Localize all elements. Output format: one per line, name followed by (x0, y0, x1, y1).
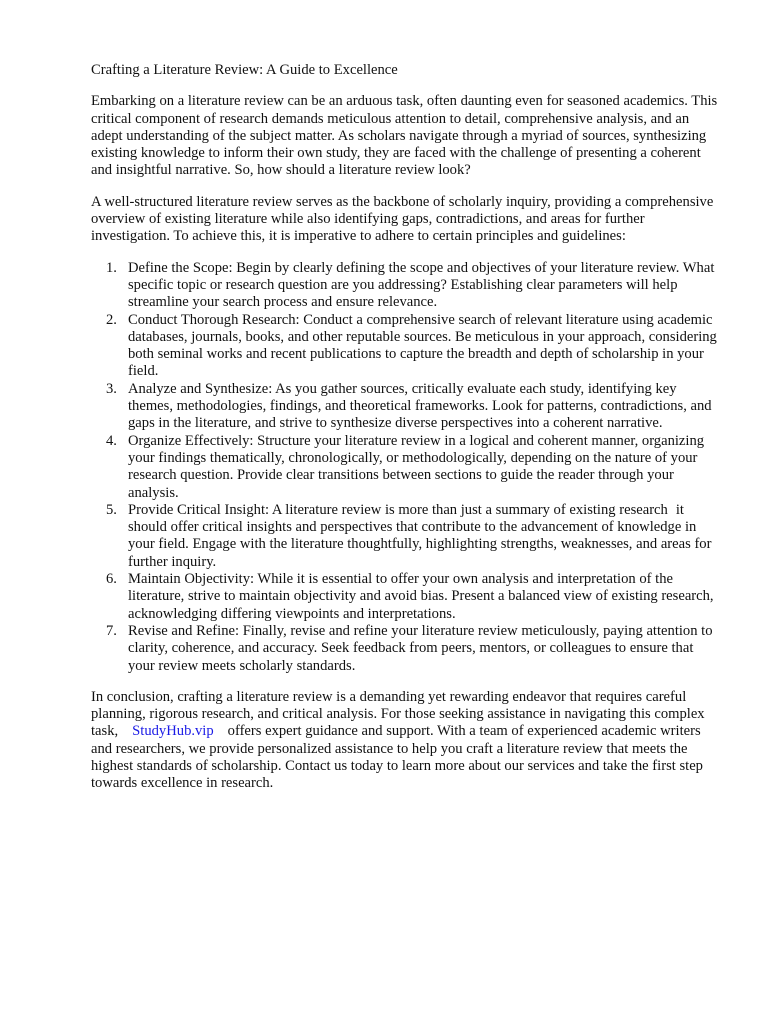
lead-paragraph: A well-structured literature review serves as the backbone of scholarly inquiry, providing a comprehensive overview of existing literature while also identifying gaps, contradictions, and areas for further investigation. To achieve this, it is imperative to adhere to certain principles and guidelines: (91, 193, 714, 245)
conclusion-text-after: offers expert guidance and support. With a team of experienced academic writers and researchers, we provide personalized assistance to help you craft a literature review that meets the highest standards of scholarship. Contact us today to learn more about our services and take the first step towards excellence in research. (91, 723, 703, 792)
list-number: 7. (106, 622, 117, 639)
conclusion-paragraph (91, 689, 721, 793)
list-item (106, 380, 721, 433)
list-item-text: Analyze and Synthesize: As you gather sources, critically evaluate each study, identifying key themes, methodologies, findings, and theoretical frameworks. Look for patterns, contradictions, and gaps in the literature, and strive to synthesize diverse perspectives into a coherent narrative. (128, 380, 712, 432)
list-item-text: Define the Scope: Begin by clearly defining the scope and objectives of your literature review. What specific topic or research question are you addressing? Establishing clear parameters will help streamline your search process and ensure relevance. (128, 259, 715, 311)
list-number: 3. (106, 380, 117, 397)
list-number: 5. (106, 501, 117, 518)
document-page (91, 62, 721, 807)
list-item-text: Maintain Objectivity: While it is essential to offer your own analysis and interpretation of the literature, strive to maintain objectivity and avoid bias. Present a balanced view of existing research, acknowledging differing viewpoints and interpretations. (128, 571, 714, 622)
list-number: 4. (106, 432, 117, 449)
intro-paragraph: Embarking on a literature review can be an arduous task, often daunting even for seasoned academics. This critical component of research demands meticulous attention to detail, comprehensive analysis, and an adept understanding of the subject matter. As scholars navigate through a myriad of sources, synthesizing existing knowledge to inform their own study, they are faced with the challenge of presenting a coherent and insightful narrative. So, how should a literature review look? (91, 93, 718, 179)
list-item-text: Revise and Refine: Finally, revise and refine your literature review meticulously, paying attention to clarity, coherence, and accuracy. Seek feedback from peers, mentors, or colleagues to ensure that your review meets scholarly standards. (128, 622, 713, 674)
conclusion-text-before: In conclusion, crafting a literature review is a demanding yet rewarding endeavor that requires careful planning, rigorous research, and critical analysis. For those seeking assistance in navigating this complex task, (91, 688, 705, 740)
list-item-text-after: it should offer critical insights and perspectives that contribute to the advancement of knowledge in your field. Engage with the literature thoughtfully, highlighting strengths, weaknesses, and areas for further inquiry. (128, 501, 712, 570)
list-item (106, 311, 721, 381)
list-item (106, 432, 721, 502)
list-item (106, 622, 721, 675)
guidelines-list (91, 260, 721, 675)
list-item (106, 571, 721, 623)
list-item-text-before: Provide Critical Insight: A literature review is more than just a summary of existing research (128, 501, 668, 518)
studyhub-link[interactable]: StudyHub.vip (132, 723, 214, 740)
list-item-text: Organize Effectively: Structure your literature review in a logical and coherent manner, organizing your findings thematically, chronologically, or methodologically, depending on the nature of your research question. Provide clear transitions between sections to guide the reader through your analysis. (128, 432, 705, 501)
list-item (106, 259, 721, 312)
document-title: Crafting a Literature Review: A Guide to Excellence (91, 62, 398, 78)
list-number: 1. (106, 259, 117, 276)
list-number: 6. (106, 571, 117, 588)
list-item-text: Conduct Thorough Research: Conduct a comprehensive search of relevant literature using academic databases, journals, books, and other reputable sources. Be meticulous in your approach, considering both seminal works and recent publications to capture the breadth and depth of scholarship in your field. (128, 311, 717, 380)
list-number: 2. (106, 311, 117, 328)
list-item (106, 501, 721, 571)
